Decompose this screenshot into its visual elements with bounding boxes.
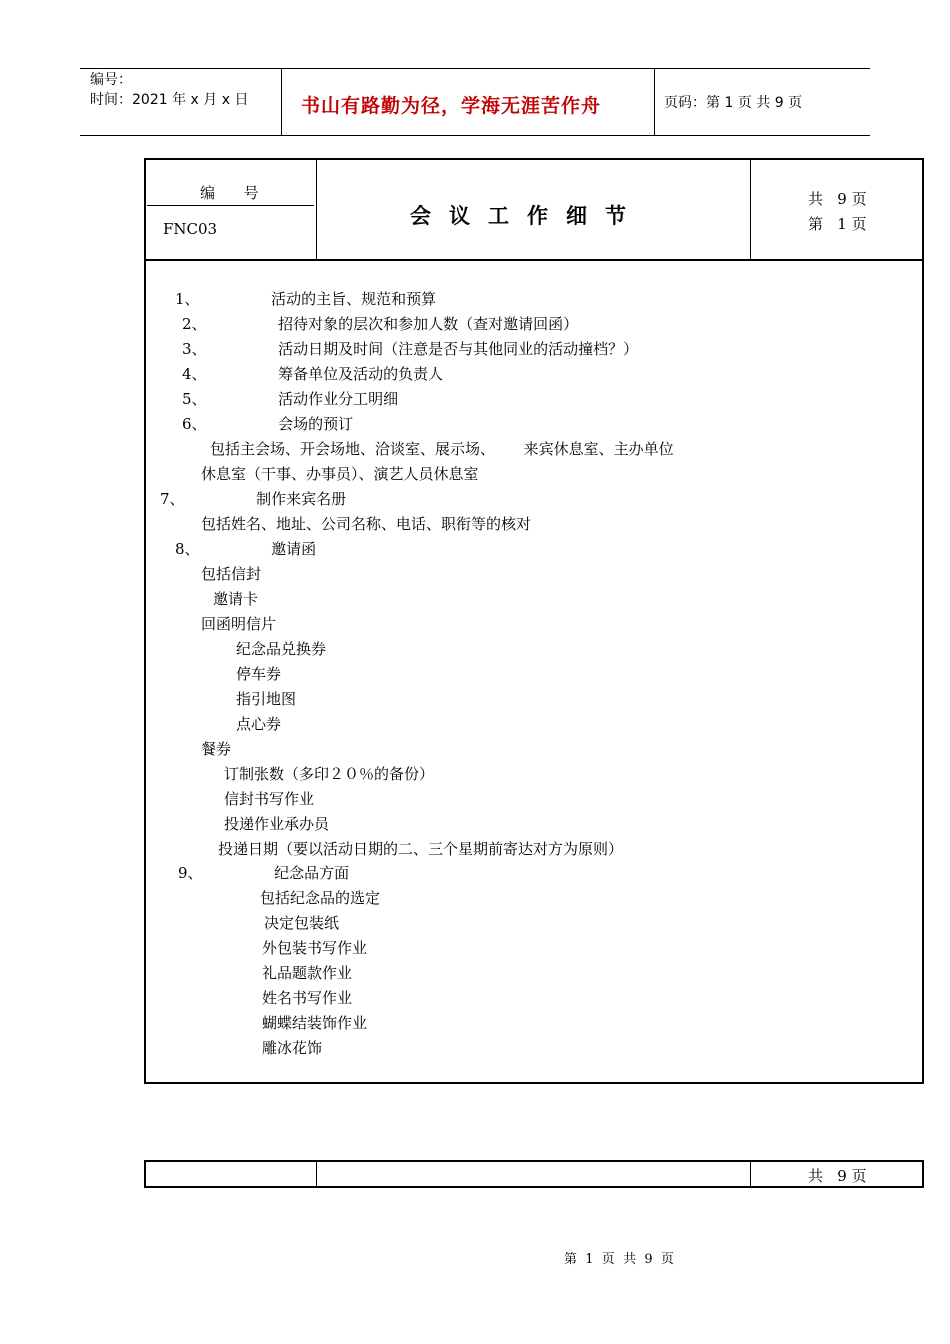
code-caption: 编 号 [200, 184, 259, 202]
item-8-detail-1: 包括信封 [201, 565, 262, 583]
item-9-detail-6: 蝴蝶结装饰作业 [262, 1014, 368, 1032]
item-8-detail-12: 投递日期（要以活动日期的二、三个星期前寄达对方为原则） [218, 840, 624, 858]
item-7: 7、 制作来宾名册 [160, 490, 347, 508]
item-6: 6、 会场的预订 [182, 415, 354, 433]
header-divider-2 [654, 68, 655, 136]
item-8-detail-7: 点心券 [236, 715, 282, 733]
header-bottom-rule [80, 135, 870, 136]
item-2: 2、 招待对象的层次和参加人数（查对邀请回函） [182, 315, 579, 333]
item-8: 8、 邀请函 [175, 540, 317, 558]
footer-page-number: 第 1 页 共 9 页 [564, 1252, 674, 1267]
item-8-detail-6: 指引地图 [236, 690, 297, 708]
item-8-detail-10: 信封书写作业 [224, 790, 315, 808]
item-3: 3、 活动日期及时间（注意是否与其他同业的活动撞档？） [182, 340, 639, 358]
form-title: 会议工作细节 [410, 203, 644, 228]
code-value: FNC03 [163, 220, 218, 238]
item-8-detail-2: 邀请卡 [213, 590, 259, 608]
item-9-detail-4: 礼品题款作业 [262, 964, 353, 982]
form-total-pages: 共 9 页 [808, 190, 867, 208]
item-7-detail: 包括姓名、地址、公司名称、电话、职衔等的核对 [201, 515, 532, 533]
item-9: 9、 纪念品方面 [178, 864, 350, 882]
item-8-detail-8: 餐券 [201, 740, 232, 758]
item-9-detail-2: 决定包装纸 [264, 914, 340, 932]
item-9-detail-7: 雕冰花饰 [262, 1039, 323, 1057]
item-8-detail-3: 回函明信片 [201, 615, 277, 633]
item-6-detail-2: 休息室（干事、办事员）、演艺人员休息室 [201, 465, 479, 483]
item-8-detail-9: 订制张数（多印２０％的备份） [224, 765, 435, 783]
header-time-label: 时间：2021 年 x 月 x 日 [90, 92, 249, 108]
header-code-label: 编号： [90, 72, 132, 88]
bottom-total-pages: 共 9 页 [808, 1167, 867, 1185]
header-divider-1 [281, 68, 282, 136]
bottom-form-box [144, 1160, 924, 1188]
item-9-detail-1: 包括纪念品的选定 [260, 889, 381, 907]
bottom-col-divider-right [750, 1161, 751, 1187]
item-5: 5、 活动作业分工明细 [182, 390, 399, 408]
code-cell-rule [147, 205, 314, 206]
form-header-separator [145, 259, 923, 261]
header-motto: 书山有路勤为径，学海无涯苦作舟 [301, 95, 602, 117]
header-page-info: 页码：第 1 页 共 9 页 [664, 95, 803, 111]
form-col-divider-right [750, 159, 751, 260]
item-4: 4、 筹备单位及活动的负责人 [182, 365, 444, 383]
form-col-divider-left [316, 159, 317, 260]
header-top-rule [80, 68, 870, 69]
item-9-detail-3: 外包装书写作业 [262, 939, 368, 957]
item-8-detail-11: 投递作业承办员 [224, 815, 330, 833]
item-8-detail-5: 停车券 [236, 665, 282, 683]
item-9-detail-5: 姓名书写作业 [262, 989, 353, 1007]
item-8-detail-4: 纪念品兑换券 [236, 640, 327, 658]
bottom-col-divider-left [316, 1161, 317, 1187]
item-6-detail-1: 包括主会场、开会场地、洽谈室、展示场、 来宾休息室、主办单位 [210, 440, 674, 458]
form-current-page: 第 1 页 [808, 215, 867, 233]
item-1: 1、 活动的主旨、规范和预算 [175, 290, 437, 308]
